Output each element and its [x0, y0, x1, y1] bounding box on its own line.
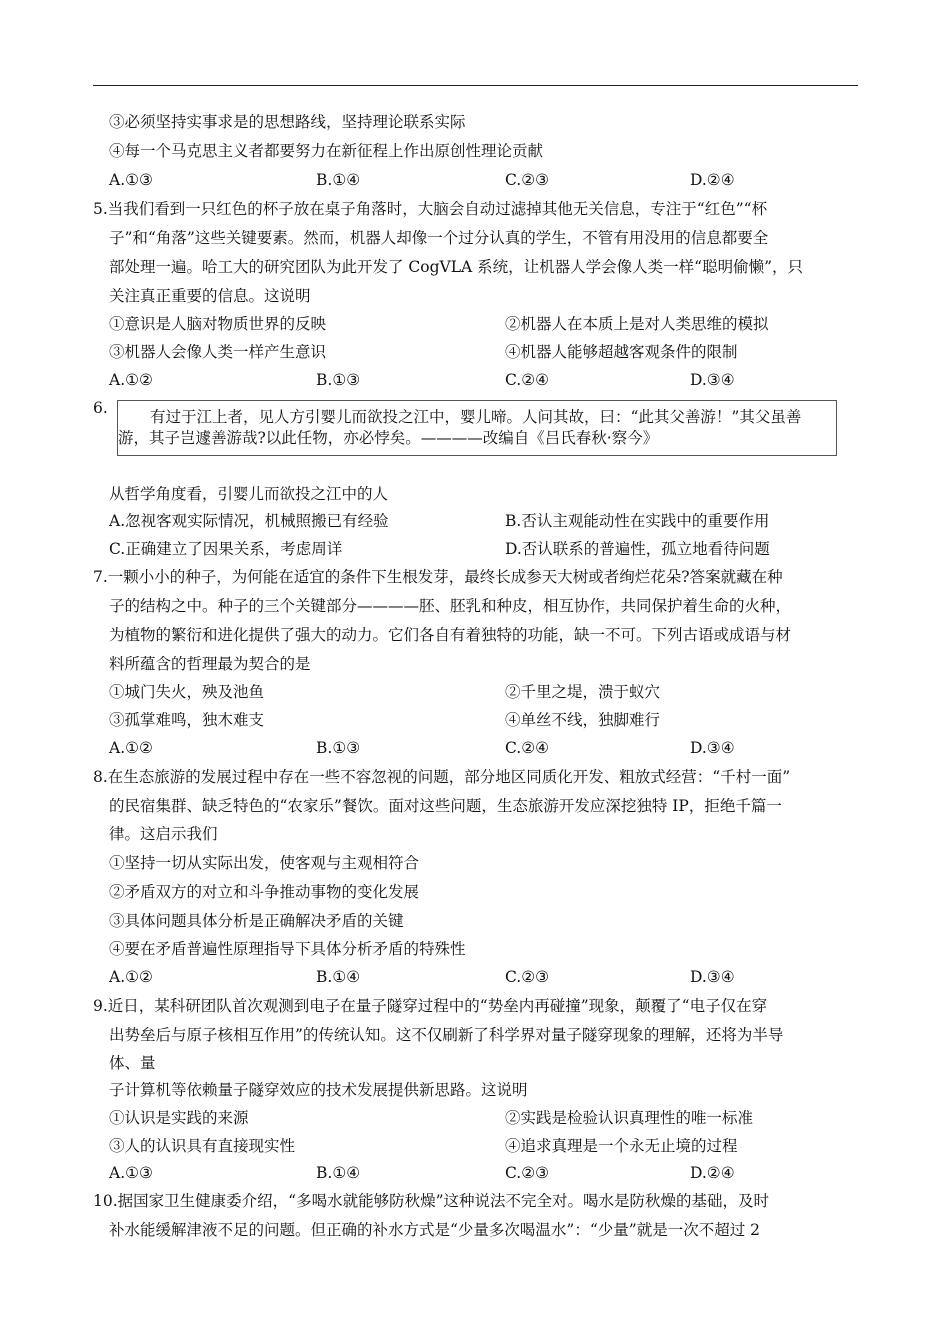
q7-option-c: C.②④	[505, 739, 550, 757]
q5-option-b: B.①③	[316, 371, 361, 389]
q7-stem-line-2: 子的结构之中。种子的三个关键部分————胚、胚乳和种皮，相互协作，共同保护着生命的火种，	[109, 597, 792, 615]
q8-item-1: ①坚持一切从实际出发，使客观与主观相符合	[109, 854, 420, 872]
q4-option-b: B.①④	[316, 171, 361, 189]
q5-item-4: ④机器人能够超越客观条件的限制	[505, 343, 738, 361]
q9-option-d: D.②④	[690, 1164, 735, 1182]
q5-item-2: ②机器人在本质上是对人类思维的模拟	[505, 315, 769, 333]
q6-option-a: A.忽视客观实际情况，机械照搬已有经验	[109, 512, 389, 530]
q8-item-3: ③具体问题具体分析是正确解决矛盾的关键	[109, 912, 404, 930]
q9-item-4: ④追求真理是一个永无止境的过程	[505, 1137, 738, 1155]
q7-item-4: ④单丝不线，独脚难行	[505, 711, 661, 729]
q8-option-d: D.③④	[690, 968, 735, 986]
q6-quote-line-1: 有过于江上者，见人方引婴儿而欲投之江中，婴儿啼。人问其故，曰：“此其父善游！”其父虽善	[150, 408, 802, 426]
q5-stem-line-2: 子”和“角落”这些关键要素。然而，机器人却像一个过分认真的学生，不管有用没用的信息都要全	[109, 229, 769, 247]
q5-stem-line-3: 部处理一遍。哈工大的研究团队为此开发了 CogVLA 系统，让机器人学会像人类一样“聪明偷懒”，只	[109, 258, 803, 276]
header-rule	[93, 85, 858, 86]
q8-item-4: ④要在矛盾普遍性原理指导下具体分析矛盾的特殊性	[109, 940, 466, 958]
q7-option-d: D.③④	[690, 739, 735, 757]
q8-stem-line-2: 的民宿集群、缺乏特色的“农家乐”餐饮。面对这些问题，生态旅游开发应深挖独特 IP，拒绝千篇一	[109, 797, 782, 815]
q9-option-b: B.①④	[316, 1164, 361, 1182]
q5-option-a: A.①②	[109, 371, 153, 389]
q9-stem-line-2: 出势垒后与原子核相互作用”的传统认知。这不仅刷新了科学界对量子隧穿现象的理解，还将为半导	[109, 1026, 784, 1044]
q5-stem-line-1: 5.当我们看到一只红色的杯子放在桌子角落时，大脑会自动过滤掉其他无关信息，专注于“红色”“杯	[93, 200, 768, 218]
q10-stem-line-2: 补水能缓解津液不足的问题。但正确的补水方式是“少量多次喝温水”：“少量”就是一次不超过 2	[109, 1221, 760, 1239]
q7-stem-line-4: 料所蕴含的哲理最为契合的是	[109, 655, 311, 673]
q9-stem-line-3: 体、量	[109, 1054, 156, 1072]
q9-item-1: ①认识是实践的来源	[109, 1109, 249, 1127]
q7-option-a: A.①②	[109, 739, 153, 757]
q9-stem-line-4: 子计算机等依赖量子隧穿效应的技术发展提供新思路。这说明	[109, 1081, 528, 1099]
q9-stem-line-1: 9.近日，某科研团队首次观测到电子在量子隧穿过程中的“势垒内再碰撞”现象，颠覆了“电子仅在穿	[93, 997, 768, 1015]
q4-option-d: D.②④	[690, 171, 735, 189]
q4-option-a: A.①③	[109, 171, 153, 189]
q5-item-3: ③机器人会像人类一样产生意识	[109, 343, 327, 361]
q7-item-1: ①城门失火，殃及池鱼	[109, 683, 265, 701]
q7-item-3: ③孤掌难鸣，独木难支	[109, 711, 265, 729]
q4-option-c: C.②③	[505, 171, 550, 189]
q7-option-b: B.①③	[316, 739, 361, 757]
q9-option-a: A.①③	[109, 1164, 153, 1182]
q6-option-c: C.正确建立了因果关系，考虑周详	[109, 540, 343, 558]
q4-item-4: ④每一个马克思主义者都要努力在新征程上作出原创性理论贡献	[109, 142, 544, 160]
q8-option-c: C.②③	[505, 968, 550, 986]
q7-stem-line-3: 为植物的繁衍和进化提供了强大的动力。它们各自有着独特的功能，缺一不可。下列古语或成语与材	[109, 626, 792, 644]
q5-option-d: D.③④	[690, 371, 735, 389]
q7-item-2: ②千里之堤，溃于蚁穴	[505, 683, 661, 701]
q8-option-b: B.①④	[316, 968, 361, 986]
q5-stem-line-4: 关注真正重要的信息。这说明	[109, 287, 311, 305]
q8-item-2: ②矛盾双方的对立和斗争推动事物的变化发展	[109, 883, 420, 901]
q6-option-b: B.否认主观能动性在实践中的重要作用	[505, 512, 770, 530]
q9-option-c: C.②③	[505, 1164, 550, 1182]
q9-item-3: ③人的认识具有直接现实性	[109, 1137, 296, 1155]
q7-stem-line-1: 7.一颗小小的种子，为何能在适宜的条件下生根发芽，最终长成参天大树或者绚烂花朵?答案就藏在种	[93, 568, 783, 586]
q5-item-1: ①意识是人脑对物质世界的反映	[109, 315, 327, 333]
q9-item-2: ②实践是检验认识真理性的唯一标准	[505, 1109, 754, 1127]
q10-stem-line-1: 10.据国家卫生健康委介绍，“多喝水就能够防秋燥”这种说法不完全对。喝水是防秋燥的基础，及时	[93, 1192, 770, 1210]
q6-quote-line-2: 游，其子岂遽善游哉?以此任物，亦必悖矣。————改编自《吕氏春秋·察今》	[118, 429, 659, 447]
q8-stem-line-3: 律。这启示我们	[109, 825, 218, 843]
q5-option-c: C.②④	[505, 371, 550, 389]
q8-option-a: A.①②	[109, 968, 153, 986]
q8-stem-line-1: 8.在生态旅游的发展过程中存在一些不容忽视的问题，部分地区同质化开发、粗放式经营：“千村一面”	[93, 768, 791, 786]
q6-number: 6.	[93, 399, 108, 417]
q4-item-3: ③必须坚持实事求是的思想路线，坚持理论联系实际	[109, 113, 466, 131]
q6-option-d: D.否认联系的普遍性，孤立地看待问题	[505, 540, 770, 558]
q6-stem: 从哲学角度看，引婴儿而欲投之江中的人	[109, 485, 389, 503]
